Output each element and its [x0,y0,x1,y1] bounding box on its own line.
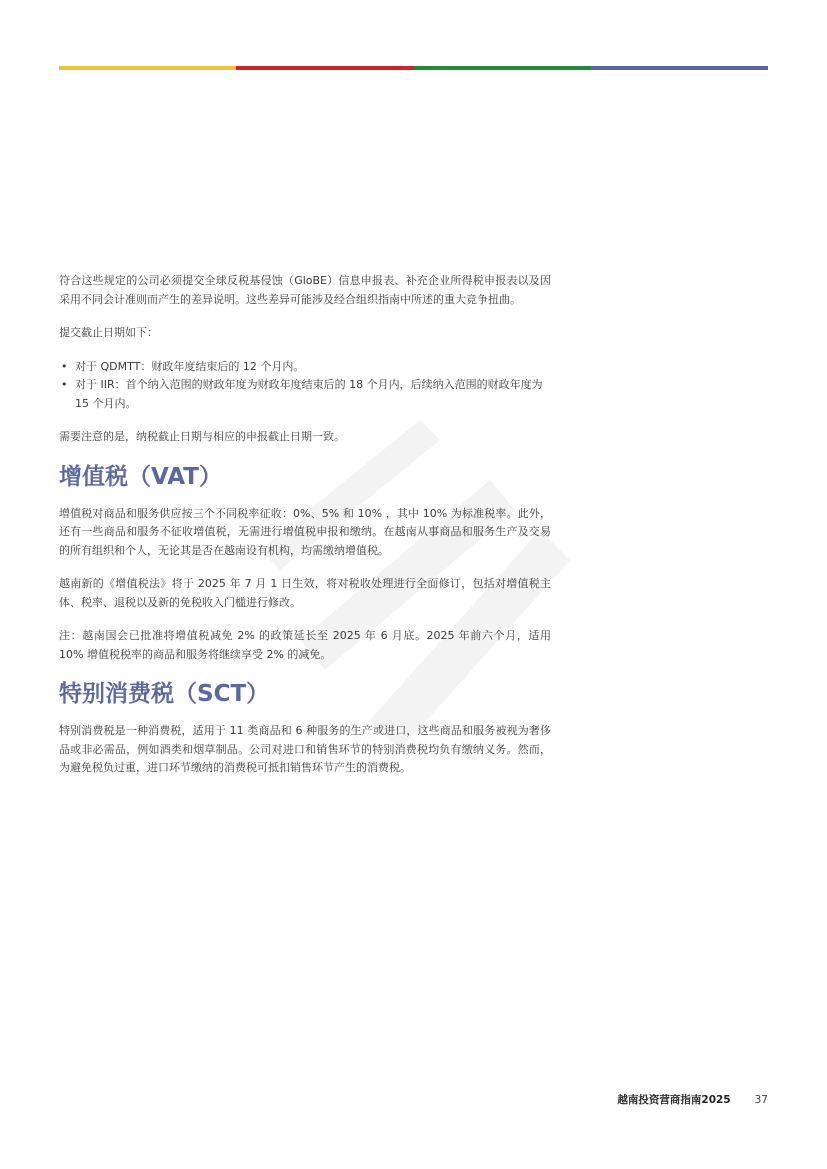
intro-paragraph: 符合这些规定的公司必须提交全球反税基侵蚀（GloBE）信息申报表、补充企业所得税申报表以及因采用不同会计准则而产生的差异说明。这些差异可能涉及经合组织指南中所述的重大竞争扭曲。 [59,274,551,306]
list-item: • 对于 IIR：首个纳入范围的财政年度为财政年度结束后的 18 个月内，后续纳入范围的财政年度为 15 个月内。 [61,378,543,410]
sct-heading: 特别消费税（SCT） [59,681,270,707]
list-item: • 对于 QDMTT：财政年度结束后的 12 个月内。 [59,358,551,377]
deadline-note: 需要注意的是，纳税截止日期与相应的申报截止日期一致。 [59,430,345,443]
vat-note: 注：越南国会已批准将增值税减免 2% 的政策延长至 2025 年 6 月底。2025 年前六个月，适用 10% 增值税税率的商品和服务将继续享受 2% 的减免。 [59,629,551,661]
color-bar-red [236,66,413,70]
main-content [59,272,551,793]
deadline-list [59,358,551,414]
bullet-icon: • [61,359,68,373]
footer-title: 越南投资营商指南2025 [617,1094,731,1106]
deadline-intro: 提交截止日期如下： [59,326,158,339]
vat-paragraph-2: 越南新的《增值税法》将于 2025 年 7 月 1 日生效，将对税收处理进行全面修订，包括对增值税主体、税率、退税以及新的免税收入门槛进行修改。 [59,577,551,609]
color-bar-yellow [59,66,236,70]
color-bar-green [414,66,591,70]
bullet-icon: • [61,378,68,391]
page-footer [617,1092,768,1107]
vat-paragraph-1: 增值税对商品和服务供应按三个不同税率征收：0%、5% 和 10% ，其中 10% 为标准税率。此外，还有一些商品和服务不征收增值税，无需进行增值税申报和缴纳。在越南从事商品和服务生产及交易的所有组织和个人，无论其是否在越南设有机构，均需缴纳增值税。 [59,506,551,557]
sct-paragraph: 特别消费税是一种消费税，适用于 11 类商品和 6 种服务的生产或进口，这些商品和服务被视为奢侈品或非必需品，例如酒类和烟草制品。公司对进口和销售环节的特别消费税均负有缴纳义务。然而，为避免税负过重，进口环节缴纳的消费税可抵扣销售环节产生的消费税。 [59,724,551,774]
top-color-bar [59,66,768,70]
page-number: 37 [754,1094,768,1106]
vat-heading: 增值税（VAT） [59,463,222,490]
color-bar-blue [591,66,768,70]
